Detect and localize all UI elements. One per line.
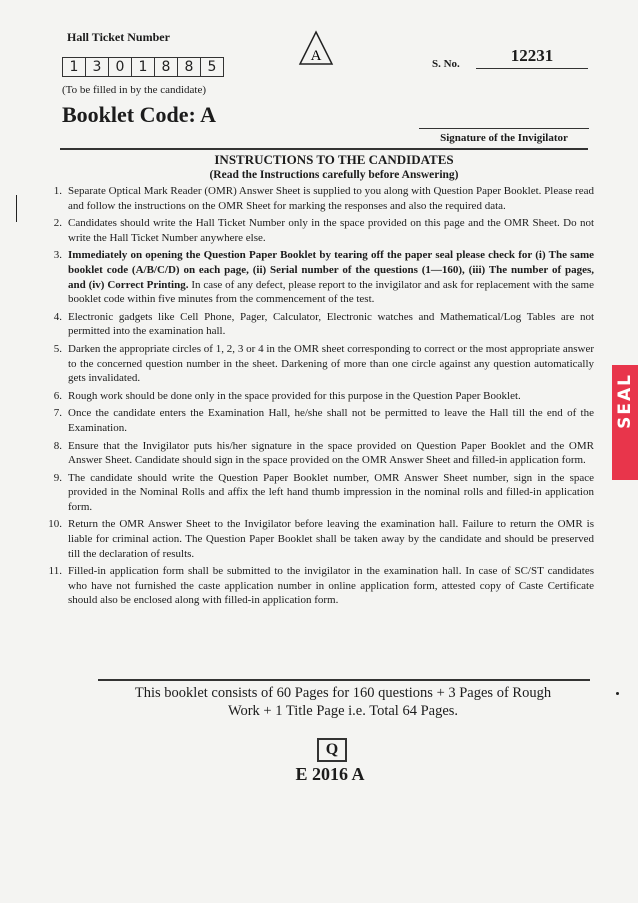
hall-ticket-digit-3[interactable]: 0 <box>109 57 132 77</box>
instruction-item: 11. Filled-in application form shall be submitted to the invigilator in the examination hall. In case of SC/ST candidates who have not furnished the caste application number in online application form, attested copy of Caste Certificate should also be enclosed along with filled-in application form. <box>48 565 594 607</box>
instructions-subtitle: (Read the Instructions carefully before Answering) <box>209 169 459 181</box>
seal-label: SEAL <box>615 373 635 429</box>
instruction-item: 1. Separate Optical Mark Reader (OMR) Answer Sheet is supplied to you along with Question Paper Booklet. Please read and follow the instructions on the OMR Sheet for marking the responses and also the required data. <box>53 185 594 212</box>
hall-ticket-digit-1[interactable]: 1 <box>62 57 86 77</box>
page-count-line-1: This booklet consists of 60 Pages for 160 questions + 3 Pages of Rough <box>134 685 552 701</box>
instruction-item: 10. Return the OMR Answer Sheet to the Invigilator before leaving the examination hall. Failure to return the OMR is liable for criminal action. The Question Paper Booklet shall be taken away by the candidate and should be preserved till the declaration of results. <box>48 518 594 560</box>
invigilator-signature-label: Signature of the Invigilator <box>440 132 568 144</box>
question-code-box: Q <box>317 738 347 762</box>
hall-ticket-digit-7[interactable]: 5 <box>201 57 224 77</box>
booklet-code-label: Booklet Code: <box>62 102 196 127</box>
instructions-list <box>38 184 594 611</box>
booklet-code-title <box>62 102 216 128</box>
hall-ticket-note: (To be filled in by the candidate) <box>62 84 207 96</box>
instruction-item: 7. Once the candidate enters the Examination Hall, he/she shall not be permitted to leave the Hall till the end of the Examination. <box>53 407 594 434</box>
version-mark: A <box>310 48 322 64</box>
serial-number-label: S. No. <box>432 58 460 70</box>
instruction-item: 3. Immediately on opening the Question Paper Booklet by tearing off the paper seal please check for (i) The same booklet code (A/B/C/D) on each page, (ii) Serial number of the questions (1—160), (iii) The number of pages, and (iv) Correct Printing. In case of any defect, please report to the invigilator and ask for replacement with the same booklet code within five minutes from the commencement of the test. <box>53 249 594 306</box>
booklet-version-triangle-icon <box>298 30 334 66</box>
margin-dot <box>616 692 619 695</box>
hall-ticket-label: Hall Ticket Number <box>67 30 170 44</box>
signature-line <box>419 128 589 129</box>
instructions-title: INSTRUCTIONS TO THE CANDIDATES <box>214 152 454 167</box>
page-count-line-2: Work + 1 Title Page i.e. Total 64 Pages. <box>227 703 459 719</box>
hall-ticket-digit-4[interactable]: 1 <box>132 57 155 77</box>
page-count-statement <box>78 684 608 720</box>
paper-seal[interactable] <box>612 365 638 480</box>
instruction-item: 8. Ensure that the Invigilator puts his/her signature in the space provided on Question Paper Booklet and the OMR Answer Sheet. Candidate should sign in the space provided on the OMR Answer Sheet and filled-in application form. <box>53 439 594 467</box>
hall-ticket-digit-5[interactable]: 8 <box>155 57 178 77</box>
footer-divider <box>98 679 590 681</box>
exam-code: E 2016 A <box>295 764 365 784</box>
header-divider <box>60 148 588 150</box>
hall-ticket-digit-6[interactable]: 8 <box>178 57 201 77</box>
instruction-item: 6. Rough work should be done only in the space provided for this purpose in the Question Paper Booklet. <box>53 389 521 402</box>
margin-mark <box>16 195 17 222</box>
instruction-item: 9. The candidate should write the Question Paper Booklet number, OMR Answer Sheet number, sign in the space provided in the Nominal Rolls and affix the left hand thumb impression in the nominal rolls and filled-in application form. <box>53 471 594 513</box>
hall-ticket-digit-2[interactable]: 3 <box>86 57 109 77</box>
instruction-item: 2. Candidates should write the Hall Ticket Number only in the space provided on this page and the OMR Sheet. Do not write the Hall Ticket Number anywhere else. <box>53 217 594 244</box>
serial-number-value: 12231 <box>476 46 588 69</box>
instruction-item: 5. Darken the appropriate circles of 1, 2, 3 or 4 in the OMR sheet corresponding to correct or the most appropriate answer to the concerned question number in the sheet. Darkening of more than one circle against any question automatically gets invalidated. <box>53 342 594 385</box>
instruction-item: 4. Electronic gadgets like Cell Phone, Pager, Calculator, Electronic watches and Mathematical/Log Tables are not permitted into the examination hall. <box>53 310 594 338</box>
hall-ticket-number-field[interactable] <box>62 57 224 77</box>
booklet-code-value: A <box>200 102 217 127</box>
